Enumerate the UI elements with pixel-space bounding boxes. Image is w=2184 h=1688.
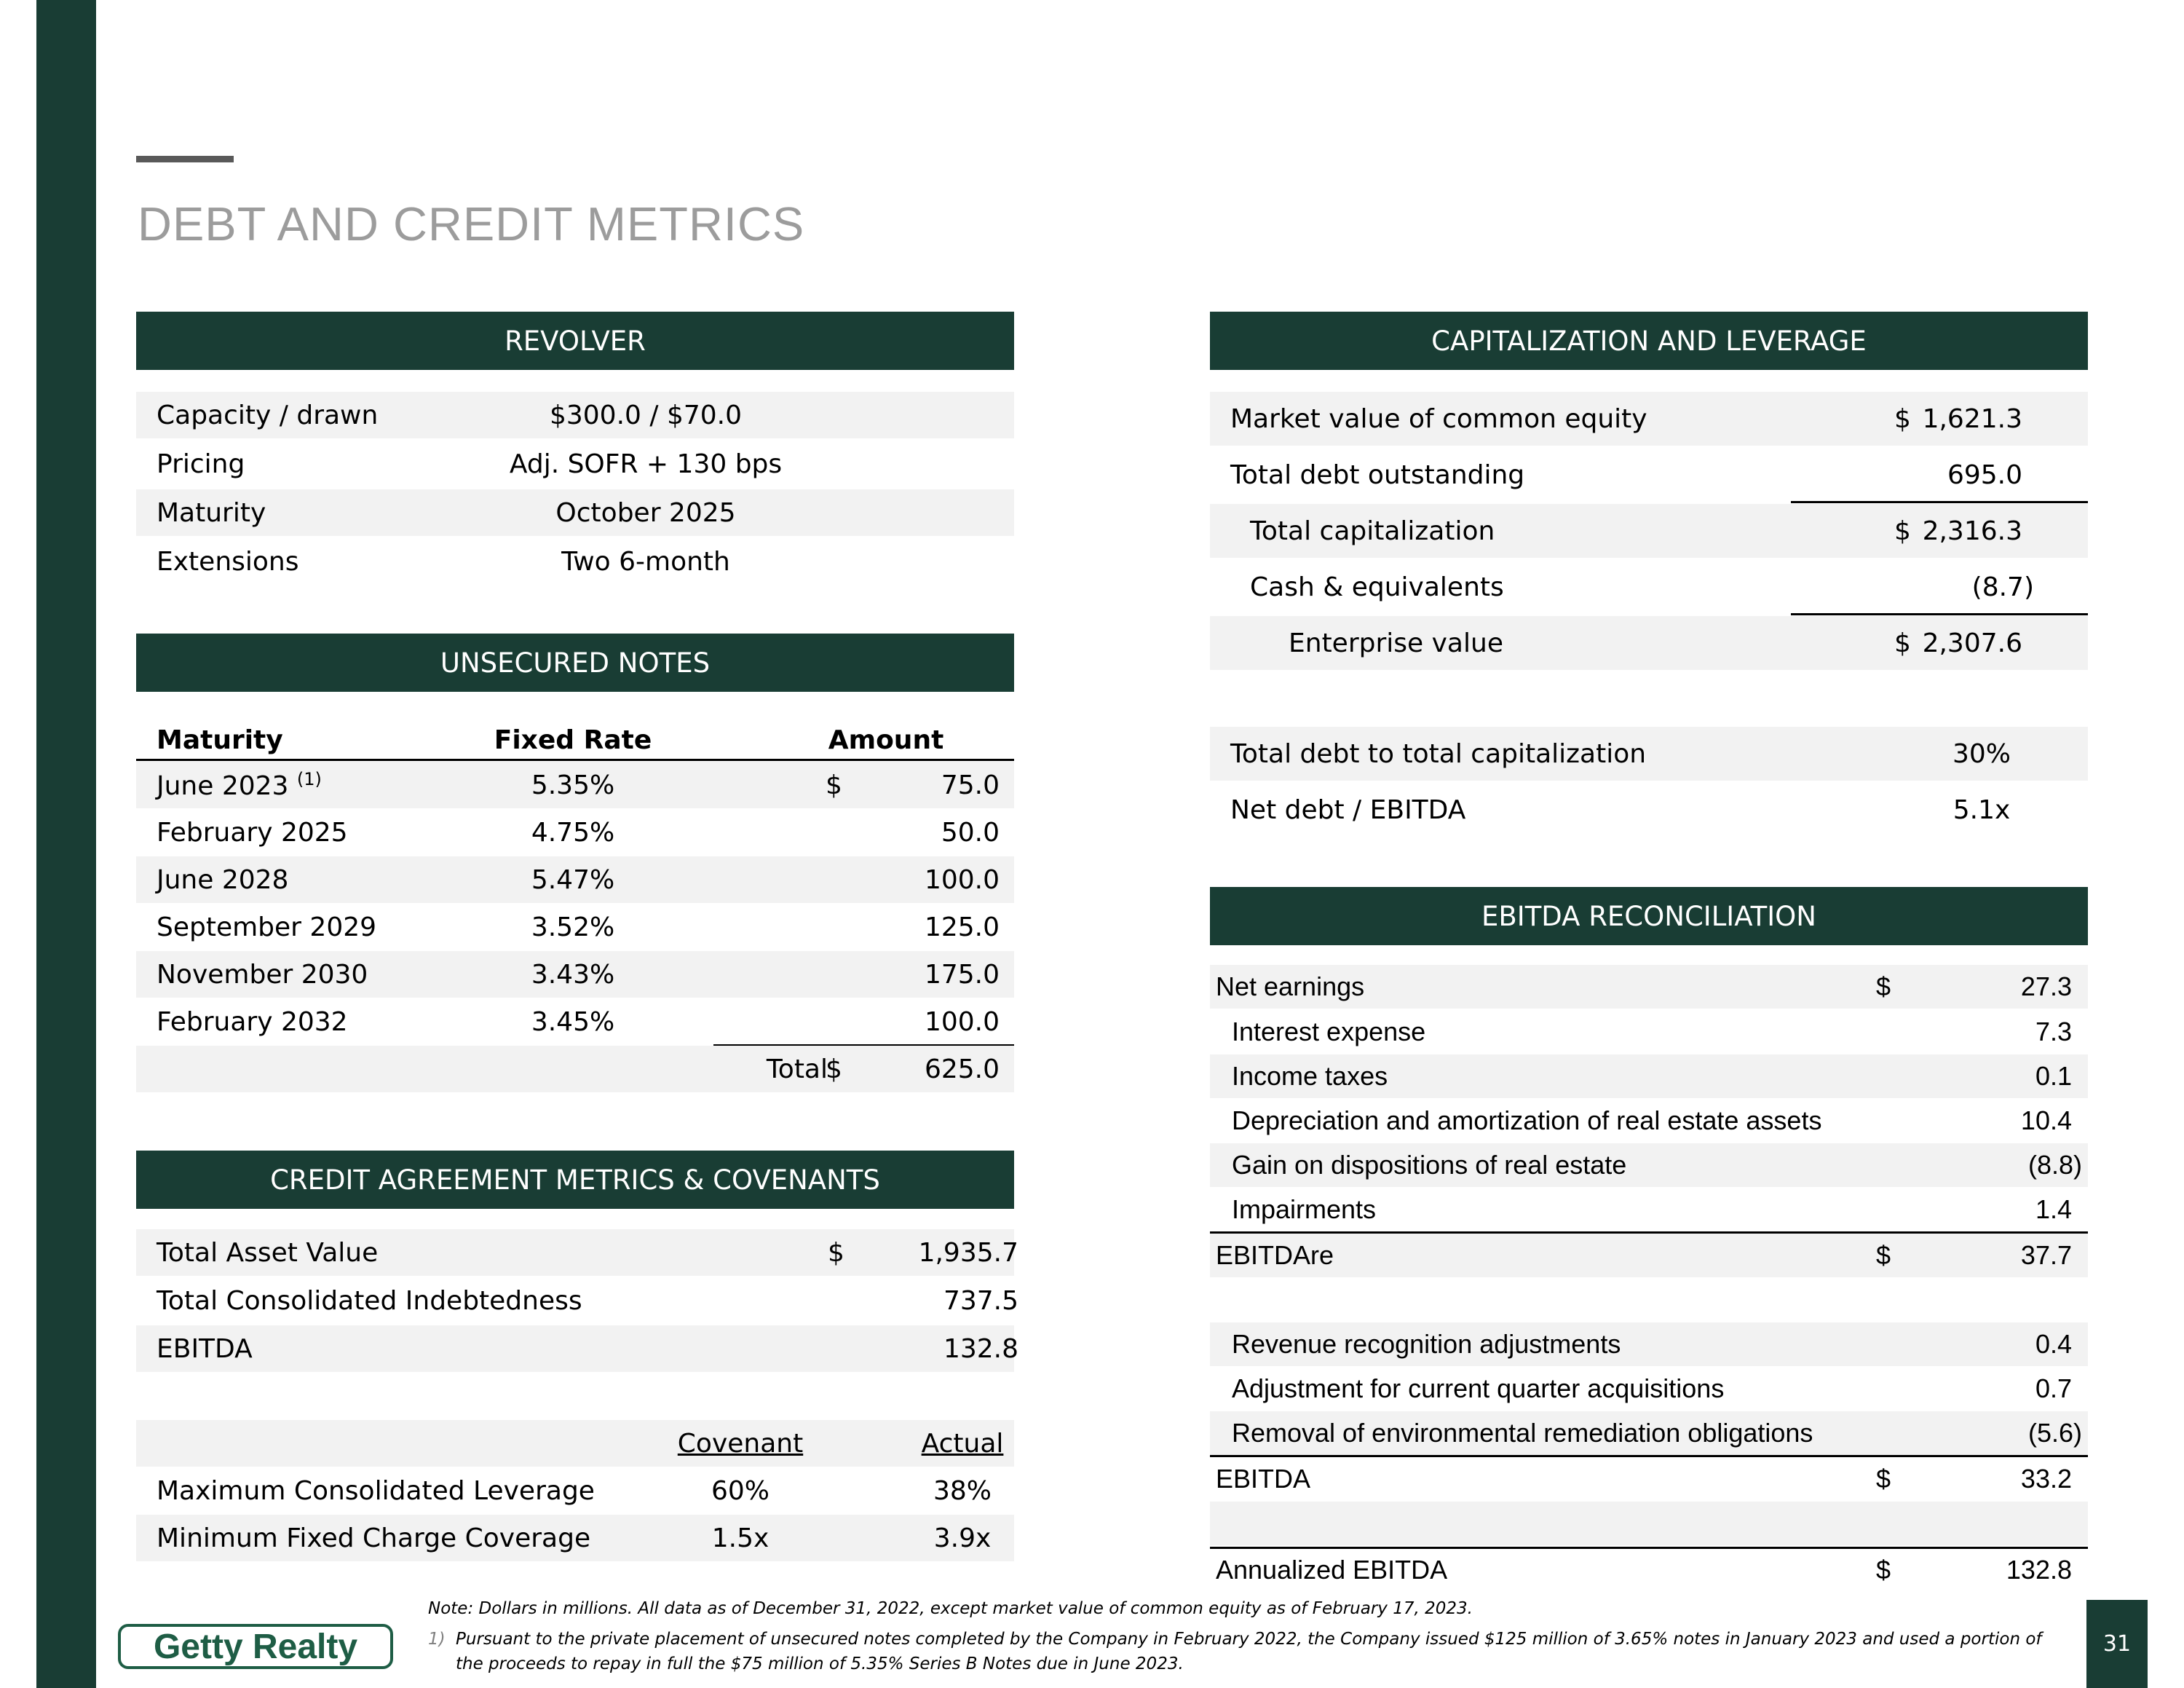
- cap-value: 695.0: [1947, 460, 2022, 490]
- ratio-value: 5.1x: [1952, 794, 2011, 825]
- table-row: [1210, 1457, 2088, 1501]
- note-amount: 175.0: [924, 959, 1000, 990]
- table-row: [136, 762, 1014, 808]
- note-amount: 125.0: [924, 912, 1000, 942]
- cap-value: 1,621.3: [1922, 403, 2022, 434]
- row-value: Two 6-month: [561, 546, 730, 577]
- footnote-marker: (1): [296, 769, 322, 789]
- cap-dollar: $: [1894, 403, 1911, 434]
- credit-value: 132.8: [943, 1333, 1018, 1364]
- table-row: [136, 489, 1014, 536]
- ebitda-value: 33.2: [2020, 1464, 2072, 1494]
- actual-value: 38%: [933, 1475, 992, 1506]
- credit-header: CREDIT AGREEMENT METRICS & COVENANTS: [136, 1151, 1014, 1209]
- ebitda-value: 0.7: [2035, 1373, 2072, 1403]
- table-row: [1210, 1099, 2088, 1143]
- note-rate: 3.45%: [531, 1006, 615, 1037]
- cap-subtotal-rule: [1791, 501, 2088, 503]
- table-row: [136, 1325, 1018, 1372]
- table-row: [1210, 1010, 2088, 1054]
- note-rate: 5.35%: [531, 770, 615, 800]
- cap-label: Market value of common equity: [1230, 403, 1647, 434]
- ebitda-dollar: $: [1876, 1464, 1891, 1494]
- ebitda-value: 7.3: [2035, 1017, 2072, 1046]
- note-rate: 3.43%: [531, 959, 615, 990]
- spacer-row: [1210, 1502, 2088, 1545]
- footer-note: Note: Dollars in millions. All data as of December 31, 2022, except market value of common equity as of February 17, 2023.: [428, 1599, 1473, 1618]
- col-amount: Amount: [828, 725, 944, 755]
- credit-value: 1,935.7: [918, 1237, 1018, 1268]
- ebitda-label: Income taxes: [1232, 1061, 1388, 1091]
- ebitda-label: Impairments: [1232, 1194, 1377, 1224]
- table-row: [136, 1515, 1014, 1561]
- ebitda-label: Gain on dispositions of real estate: [1232, 1150, 1627, 1180]
- credit-label: Total Asset Value: [157, 1237, 379, 1268]
- note-maturity: June 2028: [157, 864, 289, 895]
- row-label: Pricing: [157, 449, 245, 479]
- ebitda-header: EBITDA RECONCILIATION: [1210, 887, 2088, 945]
- covenant-col: Covenant: [677, 1428, 804, 1459]
- credit-label: Total Consolidated Indebtedness: [157, 1285, 582, 1316]
- title-rule: [136, 156, 234, 162]
- col-maturity: Maturity: [157, 725, 283, 755]
- note-amount: 50.0: [941, 817, 1000, 848]
- ebitda-value: (5.6): [2027, 1418, 2082, 1448]
- cap-dollar: $: [1894, 628, 1911, 658]
- ebitda-value: 27.3: [2020, 971, 2072, 1001]
- ebitda-dollar: $: [1876, 1555, 1891, 1585]
- ebitda-value: 1.4: [2035, 1194, 2072, 1224]
- row-label: Extensions: [157, 546, 299, 577]
- cap-value: 2,316.3: [1922, 516, 2022, 546]
- note-amount: 75.0: [941, 770, 1000, 800]
- note-amount: 100.0: [924, 1006, 1000, 1037]
- cap-label: Enterprise value: [1289, 628, 1503, 658]
- row-value: $300.0 / $70.0: [549, 400, 743, 430]
- ebitda-dollar: $: [1876, 1240, 1891, 1270]
- note-rate: 3.52%: [531, 912, 615, 942]
- page-title: DEBT AND CREDIT METRICS: [138, 197, 805, 251]
- row-label: Maturity: [157, 497, 266, 528]
- total-label: Total: [766, 1054, 828, 1084]
- actual-value: 3.9x: [933, 1523, 992, 1553]
- table-row: [136, 538, 1014, 585]
- table-row: [1210, 783, 2088, 837]
- ebitda-label: EBITDAre: [1216, 1240, 1334, 1270]
- note-amount: 100.0: [924, 864, 1000, 895]
- ebitda-label: Net earnings: [1216, 971, 1365, 1001]
- table-row: [1210, 1234, 2088, 1277]
- table-row: [1210, 1188, 2088, 1231]
- covenant-value: 60%: [711, 1475, 769, 1506]
- note-dollar: $: [826, 770, 842, 800]
- ebitda-value: 37.7: [2020, 1240, 2072, 1270]
- table-row: [1210, 1322, 2088, 1366]
- table-row: [1210, 965, 2088, 1009]
- ebitda-label: Removal of environmental remediation obligations: [1232, 1418, 1813, 1448]
- note-maturity: February 2032: [157, 1006, 348, 1037]
- credit-value: 737.5: [943, 1285, 1018, 1316]
- table-row: [136, 809, 1014, 856]
- note-maturity: November 2030: [157, 959, 368, 990]
- table-row: [1210, 504, 2088, 558]
- ebitda-value: (8.8): [2027, 1150, 2082, 1180]
- total-amount: 625.0: [924, 1054, 1000, 1084]
- ebitda-value: 132.8: [2006, 1555, 2072, 1585]
- note-maturity: June 2023 $^{(1)}$: [157, 769, 322, 801]
- cap-header: CAPITALIZATION AND LEVERAGE: [1210, 312, 2088, 370]
- row-value: October 2025: [555, 497, 736, 528]
- row-value: Adj. SOFR + 130 bps: [509, 449, 783, 479]
- note-maturity: February 2025: [157, 817, 348, 848]
- notes-total-row: [136, 1046, 1014, 1092]
- covenant-headers: [136, 1420, 1014, 1467]
- page-number: 31: [2086, 1600, 2148, 1688]
- table-row: [136, 856, 1014, 903]
- cap-dollar: $: [1894, 516, 1911, 546]
- table-row: [1210, 1548, 2088, 1592]
- footnote-marker: 1): [428, 1630, 446, 1649]
- ebitda-label: Adjustment for current quarter acquisitions: [1232, 1373, 1725, 1403]
- table-row: [1210, 616, 2088, 670]
- ratio-value: 30%: [1952, 738, 2011, 769]
- ebitda-label: Revenue recognition adjustments: [1232, 1329, 1621, 1359]
- revolver-header: REVOLVER: [136, 312, 1014, 370]
- table-row: [136, 951, 1014, 998]
- table-row: [136, 1277, 1018, 1324]
- col-fixed-rate: Fixed Rate: [494, 725, 652, 755]
- ratio-label: Net debt / EBITDA: [1230, 794, 1466, 825]
- cap-label: Total debt outstanding: [1230, 460, 1525, 490]
- ebitda-label: Interest expense: [1232, 1017, 1426, 1046]
- total-dollar: $: [826, 1054, 842, 1084]
- cap-total-rule: [1791, 613, 2088, 615]
- notes-header: UNSECURED NOTES: [136, 634, 1014, 692]
- table-row: [136, 392, 1014, 438]
- row-label: Capacity / drawn: [157, 400, 379, 430]
- covenant-label: Maximum Consolidated Leverage: [157, 1475, 595, 1506]
- table-row: [136, 1229, 1018, 1276]
- notes-column-headers: [136, 719, 1014, 760]
- company-logo: Getty Realty: [118, 1624, 393, 1669]
- cap-label: Total capitalization: [1250, 516, 1495, 546]
- table-row: [136, 904, 1014, 950]
- table-row: [136, 441, 1014, 487]
- ebitda-value: 0.1: [2035, 1061, 2072, 1091]
- ebitda-dollar: $: [1876, 971, 1891, 1001]
- table-row: [136, 998, 1014, 1045]
- note-maturity: September 2029: [157, 912, 377, 942]
- table-row: [1210, 1411, 2088, 1455]
- credit-label: EBITDA: [157, 1333, 253, 1364]
- ratio-label: Total debt to total capitalization: [1230, 738, 1647, 769]
- note-rate: 5.47%: [531, 864, 615, 895]
- footnote-line-1: Pursuant to the private placement of unsecured notes completed by the Company in February 2022, the Company issued $125 million of 3.65% notes in January 2023 and used a portion of: [456, 1630, 2042, 1649]
- table-row: [1210, 727, 2088, 781]
- ebitda-label: Depreciation and amortization of real estate assets: [1232, 1105, 1822, 1135]
- table-row: [136, 1467, 1014, 1514]
- table-row: [1210, 1367, 2088, 1411]
- table-row: [1210, 1143, 2088, 1187]
- ebitda-label: EBITDA: [1216, 1464, 1311, 1494]
- sidebar-band: [36, 0, 96, 1688]
- covenant-label: Minimum Fixed Charge Coverage: [157, 1523, 591, 1553]
- ebitda-value: 10.4: [2020, 1105, 2072, 1135]
- table-row: [1210, 448, 2088, 502]
- cap-value: 2,307.6: [1922, 628, 2022, 658]
- table-row: [1210, 560, 2088, 614]
- credit-dollar: $: [828, 1237, 844, 1268]
- cap-value: (8.7): [1971, 572, 2034, 602]
- notes-header-rule: [136, 759, 1014, 761]
- actual-col: Actual: [921, 1428, 1004, 1459]
- covenant-value: 1.5x: [711, 1523, 769, 1553]
- ebitda-value: 0.4: [2035, 1329, 2072, 1359]
- ebitda-label: Annualized EBITDA: [1216, 1555, 1448, 1585]
- cap-label: Cash & equivalents: [1250, 572, 1504, 602]
- table-row: [1210, 392, 2088, 446]
- table-row: [1210, 1054, 2088, 1098]
- note-rate: 4.75%: [531, 817, 615, 848]
- footnote-line-2: the proceeds to repay in full the $75 million of 5.35% Series B Notes due in June 2023.: [456, 1655, 1184, 1673]
